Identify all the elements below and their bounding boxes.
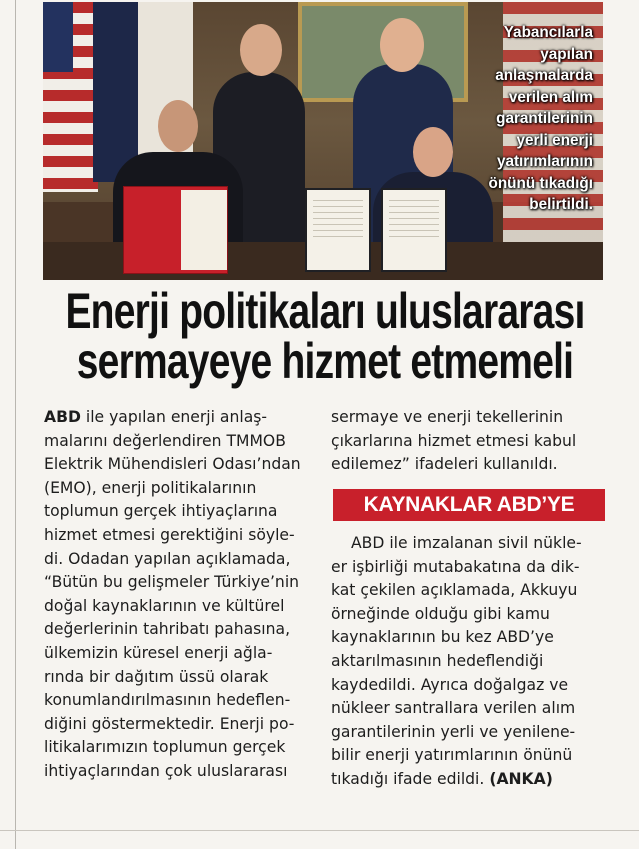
signed-document (381, 188, 447, 272)
article-column-right: ABD ile imzalanan sivil nükle- er işbirliği mutabakatına da dik- kat çekilen açıklamada, Akkuyu örneğinde olduğu gibi kamu kaynaklarının bu kez ABD’ye aktarılmasının hedeflendiği kaydedildi. Ayrıca doğalgaz ve nükleer santrallara verilen alım garantilerinin yerli ve yenilene- bilir enerji yatırımlarının önünü tıkadığı ifade edildi. (ANKA) (331, 534, 582, 788)
lead-word: ABD (44, 408, 81, 426)
column-rule (15, 0, 16, 849)
signed-document (181, 190, 227, 270)
news-photo (43, 2, 603, 280)
us-flag (43, 2, 98, 192)
photo-caption: Yabancılarla yapılan anlaşmalarda verilen alım garantilerinin yerli enerji yatırımlarının önünü tıkadığı belirtildi. (488, 24, 593, 213)
flag (93, 2, 138, 182)
article-column-left: ABD ile yapılan enerji anlaş- malarını değerlendiren TMMOB Elektrik Mühendisleri Odası’ndan (EMO), enerji politikalarının toplumun gerçek ihtiyaçlarına hizmet etmesi gerektiğini söyle- di. Odadan yapılan açıklamada, “Bütün bu gelişmeler Türkiye’nin doğal kaynaklarının ve kültürel değerlerinin tahribatı pahasına, ülkemizin küresel enerji ağla- rında bir dağıtım üssü olarak konumlandırılmasının hedeflen- diğini göstermektedir. Enerji po- litikalarımızın toplumun gerçek ihtiyaçlarından çok uluslararası (44, 408, 301, 780)
article-column-right-top: sermaye ve enerji tekellerinin çıkarlarına hizmet etmesi kabul edilemez” ifadeleri kullanıldı. (331, 408, 577, 474)
page-rule (0, 830, 639, 831)
headline (65, 283, 585, 389)
signed-document (305, 188, 371, 272)
section-subheading: KAYNAKLAR ABD’YE (333, 489, 605, 521)
news-agency-credit: (ANKA) (489, 769, 553, 788)
headline-line: Enerji politikaları uluslararası (65, 283, 585, 339)
headline-line: sermayeye hizmet etmemeli (76, 333, 574, 389)
